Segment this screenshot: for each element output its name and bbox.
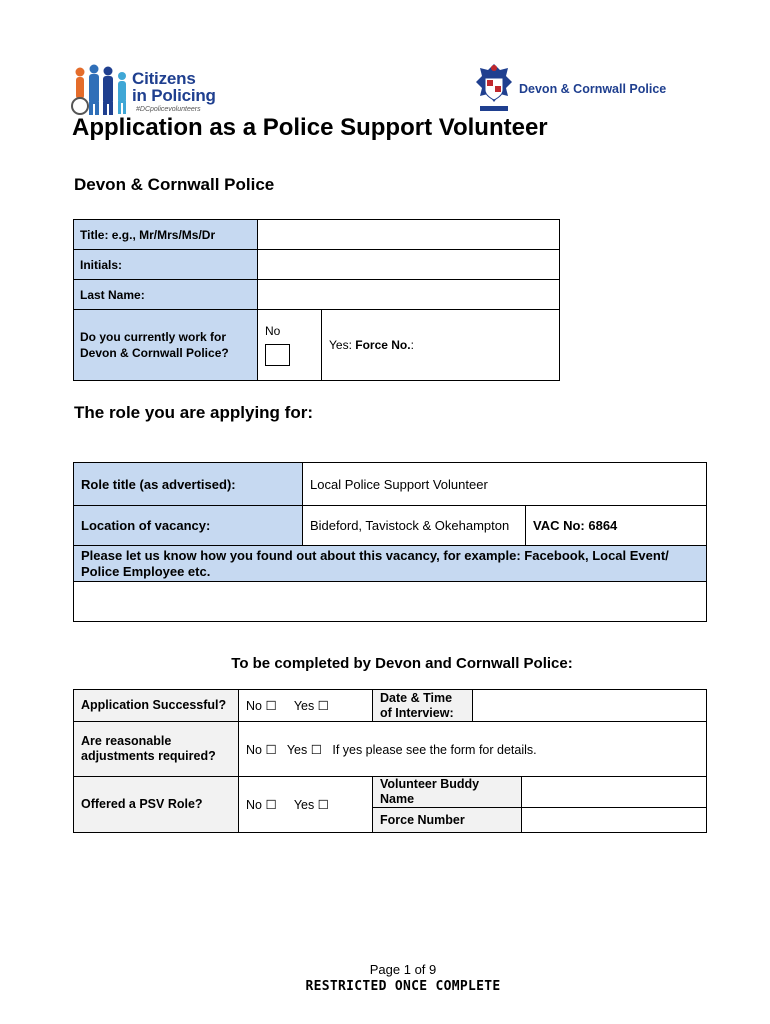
dcp-completion-table (73, 689, 707, 833)
force-number-label: Force Number (373, 808, 522, 833)
lastname-field[interactable] (258, 280, 560, 310)
page-number: Page 1 of 9 (369, 962, 437, 977)
citizens-hashtag: #DCpolicevolunteers (136, 106, 201, 113)
force-no-suffix: : (410, 338, 414, 352)
interview-field[interactable] (473, 690, 707, 722)
org-heading: Devon & Cornwall Police (74, 175, 275, 194)
restricted-notice: RESTRICTED ONCE COMPLETE (305, 979, 501, 994)
psv-no[interactable]: No ☐ (246, 798, 277, 812)
lastname-label: Last Name: (74, 280, 258, 310)
application-successful-label: Application Successful? (74, 690, 239, 722)
yes-prefix: Yes: (329, 338, 356, 352)
interview-label: Date & Time of Interview: (373, 690, 473, 722)
role-title-value: Local Police Support Volunteer (303, 463, 707, 506)
found-vacancy-label: Please let us know how you found out about this vacancy, for example: Facebook, Local Event/ Police Employee etc. (74, 546, 707, 582)
role-title-label: Role title (as advertised): (74, 463, 303, 506)
title-field[interactable] (258, 220, 560, 250)
role-table (73, 462, 707, 622)
work-for-dcp-label: Do you currently work for Devon & Cornwall Police? (74, 310, 258, 381)
adjustments-label: Are reasonable adjustments required? (74, 722, 239, 777)
police-crest-icon (472, 62, 516, 114)
initials-field[interactable] (258, 250, 560, 280)
devon-cornwall-police-logo (472, 62, 702, 114)
dcp-logo-text: Devon & Cornwall Police (519, 82, 667, 96)
force-number-field[interactable] (522, 808, 707, 833)
successful-options[interactable] (239, 690, 373, 722)
volunteers-figures-icon (70, 62, 132, 116)
psv-options[interactable] (239, 777, 373, 833)
buddy-name-field[interactable] (522, 777, 707, 808)
no-checkbox[interactable] (265, 344, 290, 366)
psv-yes[interactable]: Yes ☐ (293, 798, 329, 812)
citizens-logo-text (132, 70, 216, 104)
vac-no: VAC No: 6864 (526, 506, 707, 546)
successful-yes[interactable]: Yes ☐ (293, 699, 329, 713)
personal-details-table (73, 219, 560, 381)
location-value: Bideford, Tavistock & Okehampton (303, 506, 526, 546)
successful-no[interactable]: No ☐ (246, 699, 277, 713)
role-heading: The role you are applying for: (74, 403, 313, 422)
offered-psv-label: Offered a PSV Role? (74, 777, 239, 833)
title-label: Title: e.g., Mr/Mrs/Ms/Dr (74, 220, 258, 250)
citizens-in-policing-logo (70, 60, 240, 120)
yes-cell (322, 310, 560, 381)
no-label: No (265, 324, 281, 338)
citizens-line1: Citizens (132, 69, 196, 88)
citizens-line2: in Policing (132, 86, 216, 105)
dcp-section-heading: To be completed by Devon and Cornwall Police: (231, 655, 573, 672)
location-label: Location of vacancy: (74, 506, 303, 546)
force-no-label: Force No. (355, 338, 411, 352)
buddy-name-label: Volunteer Buddy Name (373, 777, 522, 808)
adjustments-options[interactable]: No ☐ Yes ☐ If yes please see the form for details. (239, 722, 707, 777)
no-cell (258, 310, 322, 381)
page-title: Application as a Police Support Volunteer (72, 114, 548, 141)
found-vacancy-field[interactable] (74, 582, 707, 622)
initials-label: Initials: (74, 250, 258, 280)
